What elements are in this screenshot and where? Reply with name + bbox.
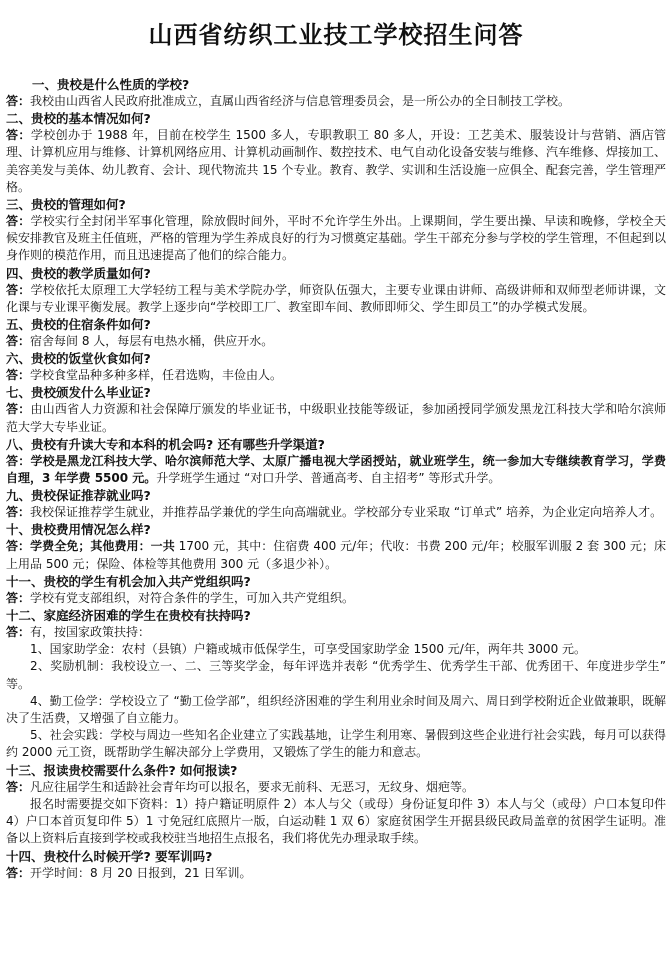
answer-sub-item: 4、勤工俭学：学校设立了 “勤工俭学部”，组织经济困难的学生利用业余时间及周六、周日到学校附近企业做兼职，既解决了生活费，又增强了自立能力。 bbox=[6, 693, 666, 726]
answer-text bbox=[6, 213, 666, 265]
qa-section bbox=[6, 316, 666, 350]
answer-body: 学校实行全封闭半军事化管理，除放假时间外，平时不允许学生外出。上课期间，学生要出操、早读和晚修，学校全天候安排教官及班主任值班，严格的管理为学生养成良好的行为习惯奠定基础。学生干部充分参与学校的学生管理，不但起到以身作则的模范作用，而且迅速提高了他们的综合能力。 bbox=[6, 214, 667, 263]
answer-label: 答： bbox=[6, 334, 31, 349]
answer-text bbox=[6, 538, 666, 572]
answer-label: 答： bbox=[6, 368, 31, 383]
question-heading: 六、贵校的饭堂伙食如何? bbox=[6, 351, 151, 367]
qa-section bbox=[6, 487, 666, 521]
answer-body: 宿舍每间 8 人，每层有电热水桶，供应开水。 bbox=[30, 334, 274, 349]
qa-section bbox=[6, 848, 666, 882]
qa-section bbox=[6, 110, 666, 196]
answer-body: 有，按国家政策扶持： bbox=[30, 625, 151, 640]
answer-text bbox=[6, 624, 666, 641]
answer-sub-item: 2、奖励机制：我校设立一、二、三等奖学金，每年评选并表彰 “优秀学生、优秀学生干部、优秀团干、年度进步学生” 等。 bbox=[6, 659, 666, 691]
answer-text bbox=[6, 333, 666, 350]
answer-body: 学校创办于 1988 年，目前在校学生 1500 多人，专职教职工 80 多人，开设：工艺美术、服装设计与营销、酒店管理、计算机应用与维修、计算机网络应用、计算机动画制作、数控技术、电气自动化设备安装与维修、汽车维修、焊接加工、美容美发与美体、幼儿教育、会计、现代物流共 15 个专业。教育、教学、实训和生活设施一应俱全、配套完善，学生管理严格。 bbox=[6, 128, 667, 194]
question-heading: 十二、家庭经济困难的学生在贵校有扶持吗? bbox=[6, 608, 251, 624]
answer-body: 学校依托太原理工大学轻纺工程与美术学院办学，师资队伍强大，主要专业课由讲师、高级讲师和双师型老师讲课，文化课与专业课平衡发展。教学上逐步向“学校即工厂、教室即车间、教师即师父、学生即员工”的办学模式发展。 bbox=[6, 282, 666, 314]
question-heading: 十、贵校费用情况怎么样? bbox=[6, 522, 151, 538]
qa-section bbox=[6, 76, 666, 110]
answer-label: 答： bbox=[6, 505, 31, 520]
answer-sub-item: 报名时需要提交如下资料：1）持户籍证明原件 2）本人与父（或母）身份证复印件 3）本人与父（或母）户口本复印件 4）户口本首页复印件 5）1 寸免冠红底照片一版，白运动鞋 1 双 6）家庭贫困学生开据县级民政局盖章的贫困学生证明。准备以上资料后直接到学校或我校驻当地招生点报名，我们将优先办理录取手续。 bbox=[6, 796, 666, 846]
question-heading: 三、贵校的管理如何? bbox=[6, 197, 126, 213]
answer-body: 我校保证推荐学生就业，并推荐品学兼优的学生向高端就业。学校部分专业采取 “订单式” 培养，为企业定向培养人才。 bbox=[30, 505, 663, 520]
question-heading: 十四、贵校什么时候开学? 要军训吗? bbox=[6, 848, 213, 864]
answer-emphasis: 学费全免；其他费用：一共 bbox=[30, 539, 175, 554]
qa-list bbox=[6, 76, 666, 882]
answer-label: 答： bbox=[6, 282, 31, 297]
answer-text bbox=[6, 504, 666, 521]
answer-body: 由山西省人力资源和社会保障厅颁发的毕业证书，中级职业技能等级证，参加函授同学颁发黑龙江科技大学和哈尔滨师范大学大专毕业证。 bbox=[6, 402, 666, 434]
answer-body: 凡应往届学生和适龄社会青年均可以报名，要求无前科、无恶习，无纹身、烟疤等。 bbox=[30, 779, 475, 794]
qa-section bbox=[6, 436, 666, 487]
answer-label: 答： bbox=[6, 94, 31, 108]
answer-text bbox=[6, 453, 666, 487]
qa-section bbox=[6, 607, 666, 762]
answer-text bbox=[6, 590, 666, 607]
answer-body: 开学时间：8 月 20 日报到，21 日军训。 bbox=[30, 865, 252, 880]
answer-label: 答： bbox=[6, 402, 31, 417]
answer-label: 答： bbox=[6, 625, 31, 640]
answer-sub-item: 1、国家助学金：农村（县镇）户籍或城市低保学生，可享受国家助学金 1500 元/年，两年共 3000 元。 bbox=[30, 642, 587, 657]
answer-text bbox=[6, 282, 666, 316]
answer-text bbox=[6, 367, 666, 384]
question-heading: 二、贵校的基本情况如何? bbox=[6, 111, 151, 127]
question-heading: 九、贵校保证推荐就业吗? bbox=[6, 488, 151, 504]
answer-text bbox=[6, 127, 666, 196]
question-heading: 十三、报读贵校需要什么条件? 如何报读? bbox=[6, 762, 238, 778]
question-heading: 一、贵校是什么性质的学校? bbox=[32, 77, 190, 92]
answer-body: 学校有党支部组织，对符合条件的学生，可加入共产党组织。 bbox=[30, 590, 355, 605]
qa-section bbox=[6, 384, 666, 435]
answer-label: 答： bbox=[6, 214, 31, 229]
question-heading: 十一、贵校的学生有机会加入共产党组织吗? bbox=[6, 573, 251, 589]
answer-label: 答： bbox=[6, 128, 31, 143]
page-title: 山西省纺织工业技工学校招生问答 bbox=[148, 20, 524, 49]
answer-label: 答： bbox=[6, 779, 31, 794]
qa-section bbox=[6, 573, 666, 607]
answer-label: 答： bbox=[6, 590, 31, 605]
answer-text bbox=[6, 401, 666, 435]
question-heading: 四、贵校的教学质量如何? bbox=[6, 265, 151, 281]
answer-text bbox=[6, 865, 666, 882]
answer-body: 我校由山西省人民政府批准成立，直属山西省经济与信息管理委员会，是一所公办的全日制技工学校。 bbox=[30, 94, 571, 108]
answer-text bbox=[6, 779, 666, 796]
answer-body: 1700 元，其中：住宿费 400 元/年；代收：书费 200 元/年；校服军训服 2 套 300 元；床上用品 500 元；保险、体检等其他费用 300 元（多退少补）。 bbox=[6, 539, 666, 571]
answer-text bbox=[6, 93, 666, 110]
question-heading: 八、贵校有升读大专和本科的机会吗? 还有哪些升学渠道? bbox=[6, 436, 325, 452]
answer-body: 学校食堂品种多种多样，任君选购，丰俭由人。 bbox=[30, 368, 283, 383]
qa-section bbox=[6, 196, 666, 265]
question-heading: 五、贵校的住宿条件如何? bbox=[6, 317, 151, 333]
answer-body: 升学班学生通过 “对口升学、普通高考、自主招考” 等形式升学。 bbox=[156, 471, 501, 486]
qa-section bbox=[6, 350, 666, 384]
qa-section bbox=[6, 265, 666, 316]
question-heading: 七、贵校颁发什么毕业证? bbox=[6, 385, 151, 401]
answer-label: 答： bbox=[6, 453, 31, 468]
qa-section bbox=[6, 521, 666, 572]
answer-emphasis: 学校是黑龙江科技大学、哈尔滨师范大学、太原广播电视大学函授站，就业班学生，统一参加大专继续教育学习，学费自理，3 年学费 5500 元。 bbox=[6, 453, 666, 486]
qa-section bbox=[6, 762, 666, 848]
answer-sub-item: 5、社会实践：学校与周边一些知名企业建立了实践基地，让学生利用寒、暑假到这些企业进行社会实践，每月可以获得约 2000 元工资，既帮助学生解决部分上学费用，又锻炼了学生的能力和意志。 bbox=[6, 728, 666, 760]
answer-label: 答： bbox=[6, 865, 31, 880]
answer-label: 答： bbox=[6, 539, 31, 554]
